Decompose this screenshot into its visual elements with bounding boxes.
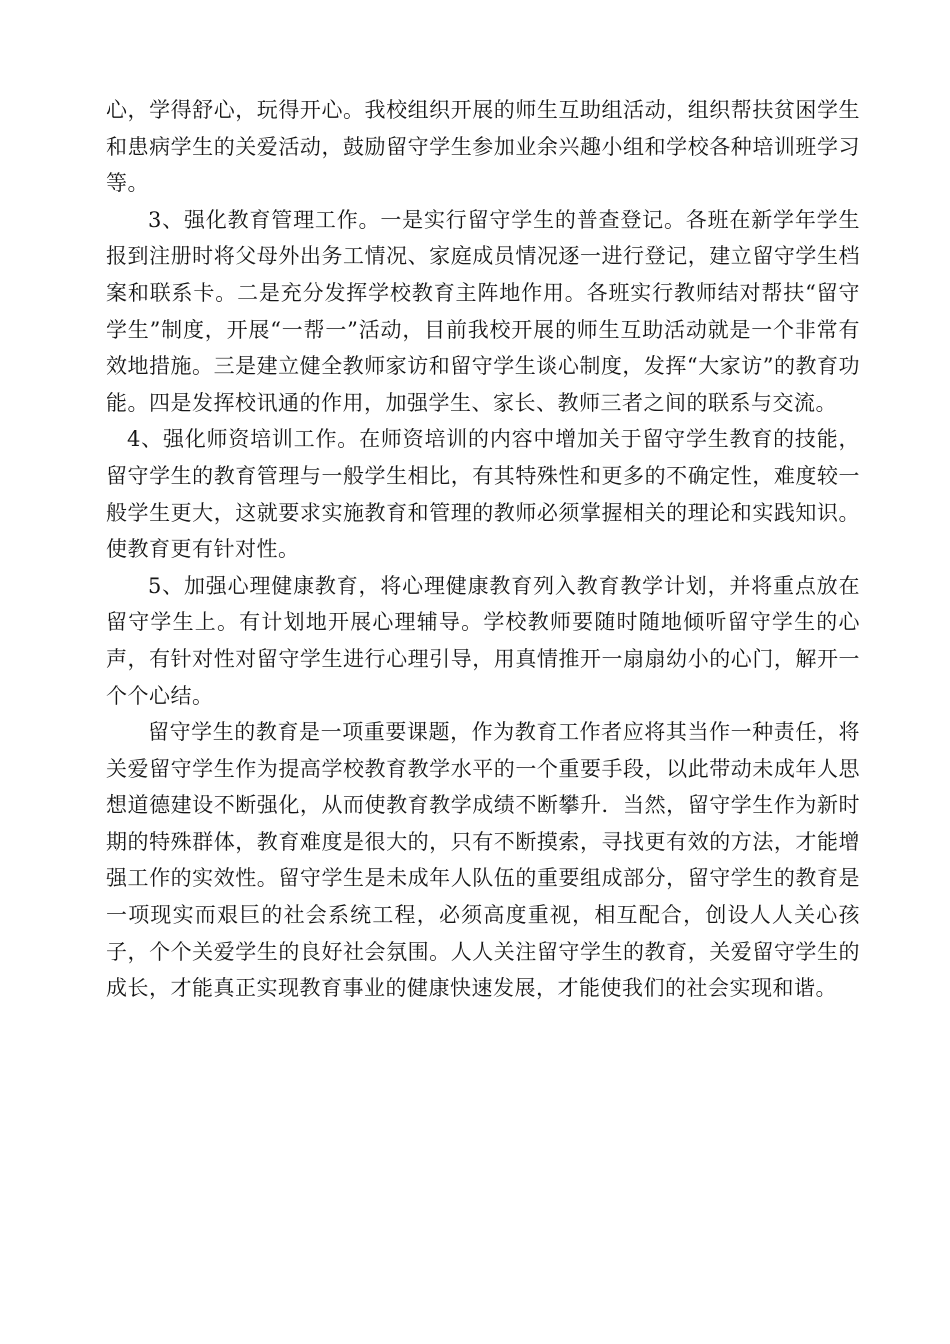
paragraph-item-5: 5、加强心理健康教育，将心理健康教育列入教育教学计划，并将重点放在留守学生上。有计划地开展心理辅导。学校教师要随时随地倾听留守学生的心声，有针对性对留守学生进行心理引导，用真情推开一扇扇幼小的心门，解开一个个心结。: [106, 573, 860, 708]
document-body: [106, 92, 860, 1007]
paragraph-conclusion: 留守学生的教育是一项重要课题，作为教育工作者应将其当作一种责任，将关爱留守学生作为提高学校教育教学水平的一个重要手段，以此带动未成年人思想道德建设不断强化，从而使教育教学成绩不断攀升．当然，留守学生作为新时期的特殊群体，教育难度是很大的，只有不断摸索，寻找更有效的方法，才能增强工作的实效性。留守学生是未成年人队伍的重要组成部分，留守学生的教育是一项现实而艰巨的社会系统工程，必须高度重视，相互配合，创设人人关心孩子，个个关爱学生的良好社会氛围。人人关注留守学生的教育，关爱留守学生的成长，才能真正实现教育事业的健康快速发展，才能使我们的社会实现和谐。: [106, 720, 860, 1001]
paragraph-item-3: 3、强化教育管理工作。一是实行留守学生的普查登记。各班在新学年学生报到注册时将父母外出务工情况、家庭成员情况逐一进行登记，建立留守学生档案和联系卡。二是充分发挥学校教育主阵地作用。各班实行教师结对帮扶“留守学生”制度，开展“一帮一”活动，目前我校开展的师生互助活动就是一个非常有效地措施。三是建立健全教师家访和留守学生谈心制度，发挥“大家访”的教育功能。四是发挥校讯通的作用，加强学生、家长、教师三者之间的联系与交流。: [106, 207, 860, 415]
paragraph-continuation: 心，学得舒心，玩得开心。我校组织开展的师生互助组活动，组织帮扶贫困学生和患病学生的关爱活动，鼓励留守学生参加业余兴趣小组和学校各种培训班学习等。: [106, 98, 860, 196]
paragraph-item-4: 4、强化师资培训工作。在师资培训的内容中增加关于留守学生教育的技能，留守学生的教育管理与一般学生相比，有其特殊性和更多的不确定性，难度较一般学生更大，这就要求实施教育和管理的教师必须掌握相关的理论和实践知识。使教育更有针对性。: [106, 427, 860, 562]
